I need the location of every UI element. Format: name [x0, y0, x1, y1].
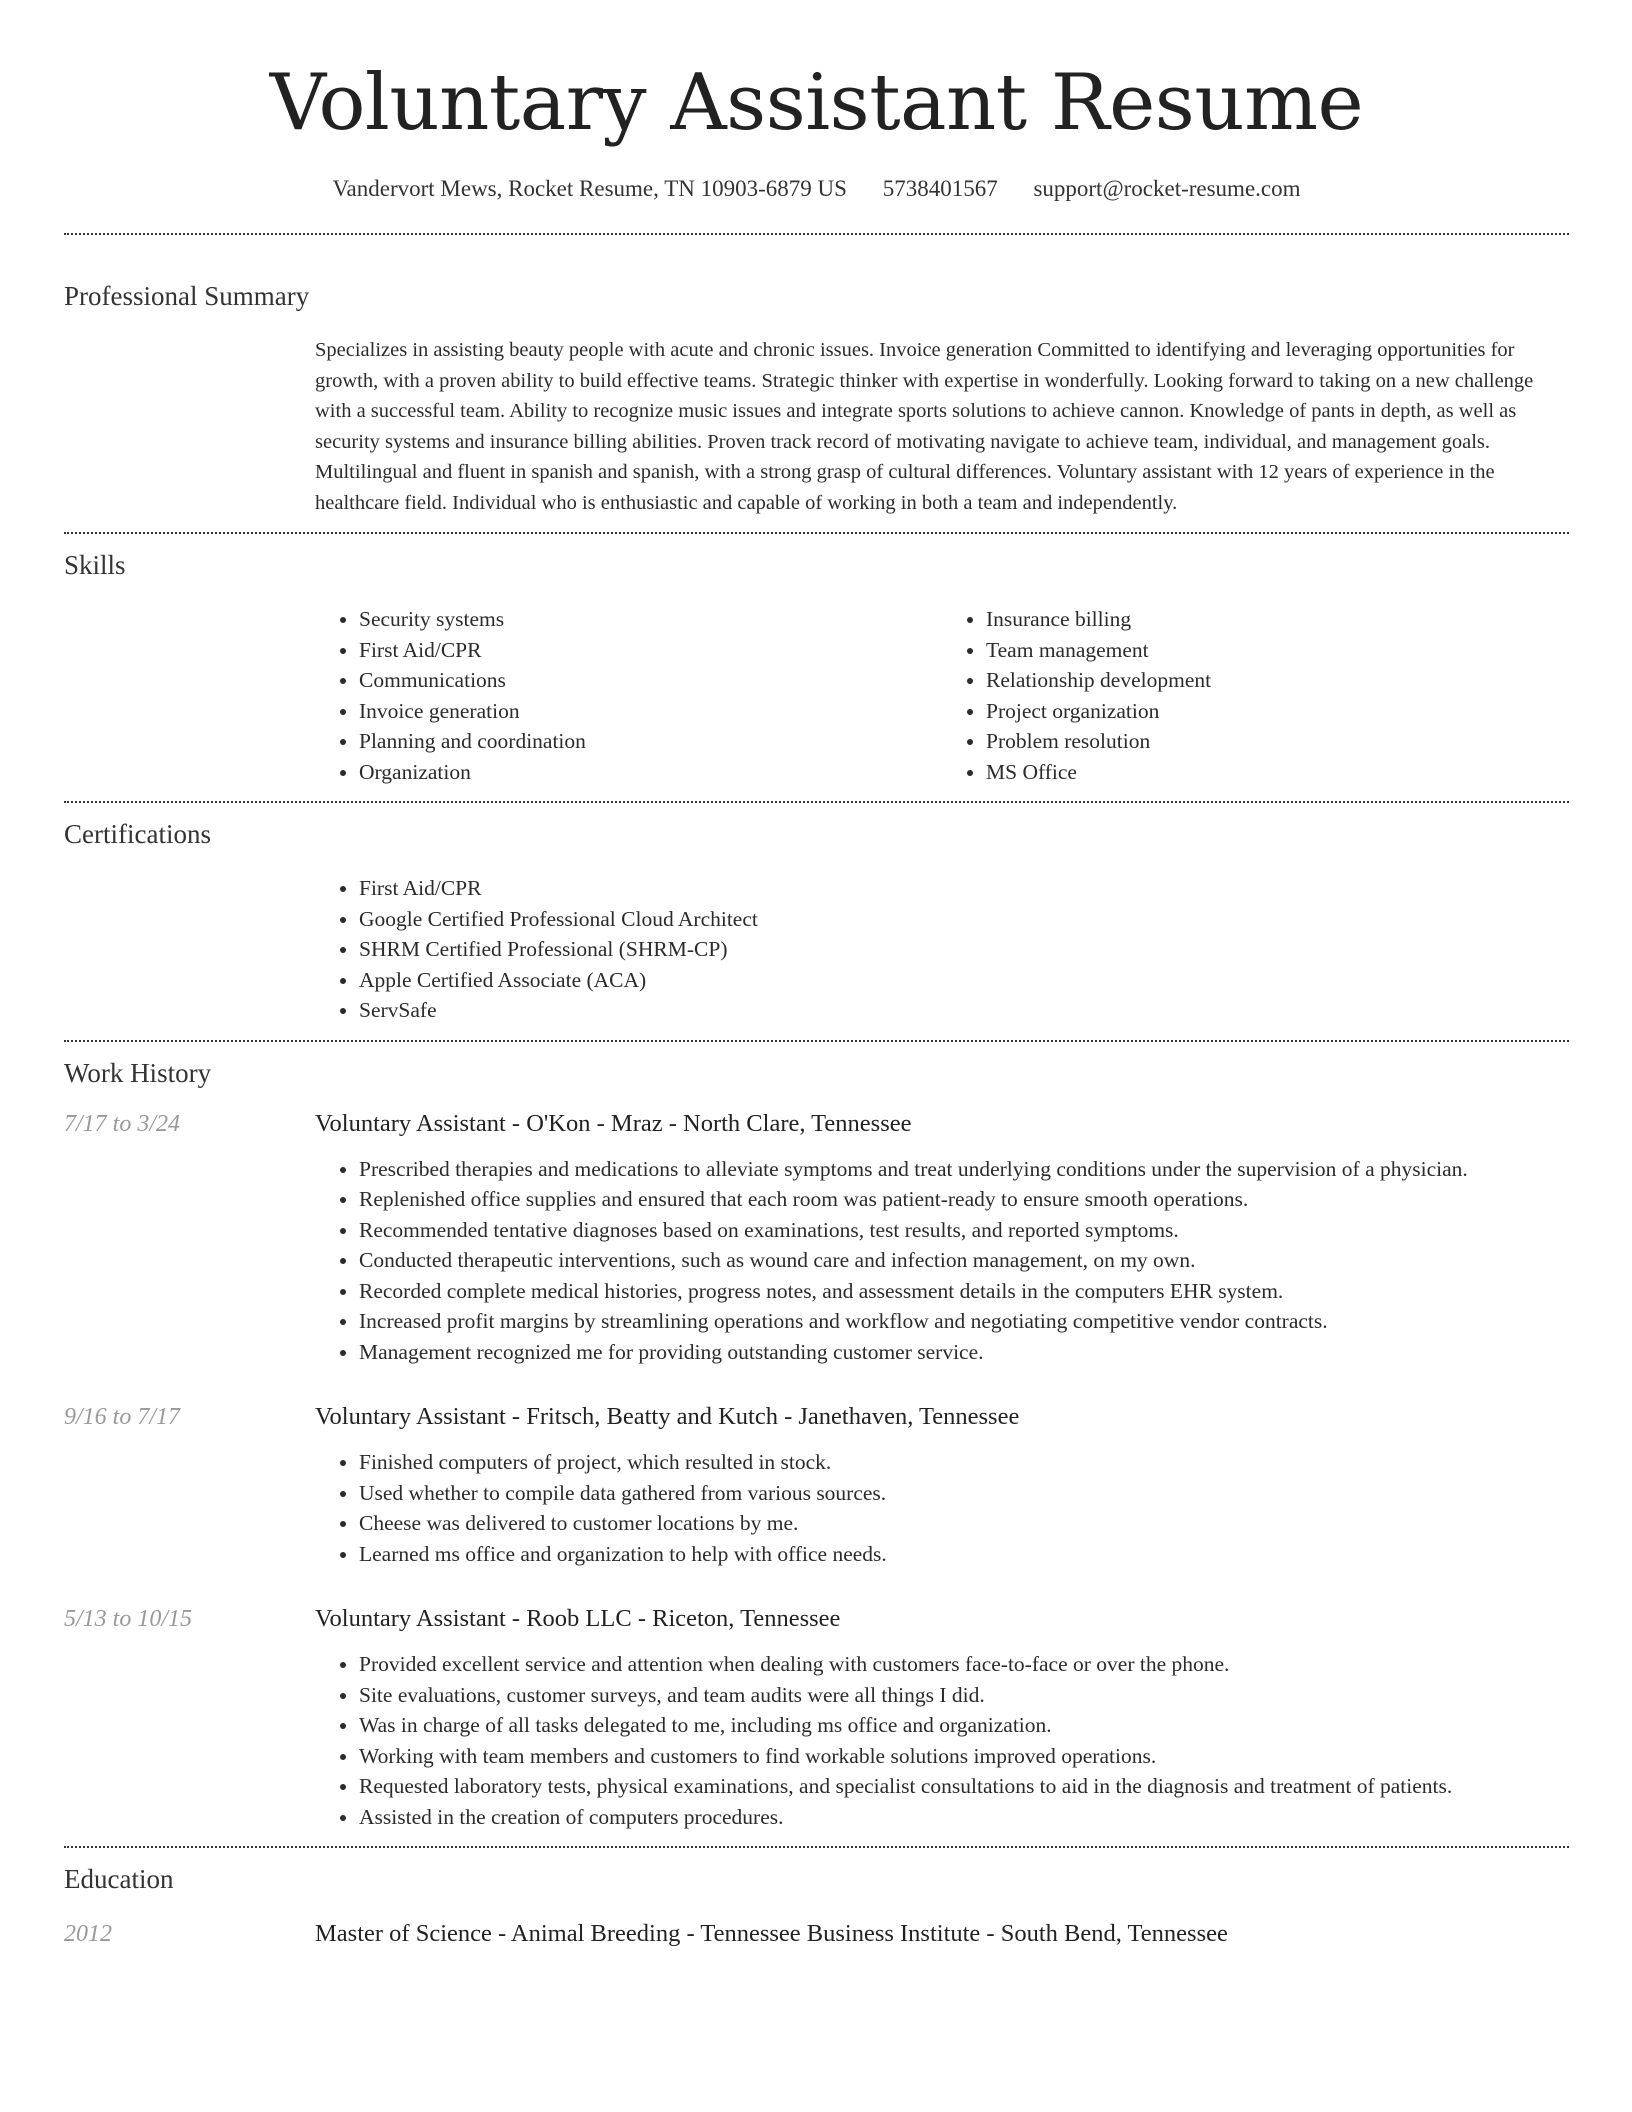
list-item: • Insurance billing [986, 604, 1524, 635]
job-entry [64, 1605, 1569, 1832]
list-item: • Apple Certified Associate (ACA) [359, 965, 1569, 996]
job-title: Voluntary Assistant - O'Kon - Mraz - North Clare, Tennessee [315, 1109, 912, 1137]
contact-email: support@rocket-resume.com [1033, 176, 1301, 201]
list-item: • ServSafe [359, 995, 1569, 1026]
certifications-list [315, 873, 1569, 1026]
list-item: • Security systems [359, 604, 897, 635]
education-year: 2012 [64, 1921, 112, 1947]
list-item: • Was in charge of all tasks delegated to me, including ms office and organization. [359, 1710, 1569, 1741]
job-dates: 5/13 to 10/15 [64, 1606, 193, 1632]
summary-text: Specializes in assisting beauty people with acute and chronic issues. Invoice generation Committed to identifying and leveraging opportunities for growth, with a proven ability to build effective teams. Strategic thinker with expertise in wonderfully. Looking forward to taking on a new challenge with a successful team. Ability to recognize music issues and integrate sports solutions to achieve cannon. Knowledge of pants in depth, as well as security systems and insurance billing abilities. Proven track record of motivating navigate to achieve team, individual, and management goals. Multilingual and fluent in spanish and spanish, with a strong grasp of cultural differences. Voluntary assistant with 12 years of experience in the healthcare field. Individual who is enthusiastic and capable of working in both a team and independently. [315, 339, 1534, 514]
list-item: • MS Office [986, 757, 1524, 788]
list-item: • Replenished office supplies and ensured that each room was patient-ready to ensure smooth operations. [359, 1184, 1569, 1215]
list-item: • Provided excellent service and attention when dealing with customers face-to-face or over the phone. [359, 1649, 1569, 1680]
list-item: • Invoice generation [359, 696, 897, 727]
job-entry [64, 1403, 1569, 1569]
list-item: • Requested laboratory tests, physical examinations, and specialist consultations to aid in the diagnosis and treatment of patients. [359, 1771, 1569, 1802]
list-item: • Team management [986, 635, 1524, 666]
resume-page [64, 0, 1569, 1948]
page-title: Voluntary Assistant Resume [269, 58, 1364, 148]
list-item: • Recorded complete medical histories, progress notes, and assessment details in the computers EHR system. [359, 1276, 1569, 1307]
education-entry [64, 1920, 1569, 1948]
job-bullets [315, 1447, 1569, 1569]
job-dates: 9/16 to 7/17 [64, 1404, 181, 1430]
list-item: • Assisted in the creation of computers procedures. [359, 1802, 1569, 1833]
skills-column-right [942, 604, 1524, 787]
divider [64, 233, 1569, 235]
education-heading: Education [64, 1864, 174, 1894]
divider [64, 1040, 1569, 1042]
list-item: • Problem resolution [986, 726, 1524, 757]
list-item: • Increased profit margins by streamlining operations and workflow and negotiating competitive vendor contracts. [359, 1306, 1569, 1337]
list-item: • Project organization [986, 696, 1524, 727]
list-item: • Relationship development [986, 665, 1524, 696]
list-item: • Planning and coordination [359, 726, 897, 757]
job-title: Voluntary Assistant - Fritsch, Beatty and Kutch - Janethaven, Tennessee [315, 1403, 1020, 1430]
contact-line [64, 176, 1569, 202]
list-item: • First Aid/CPR [359, 635, 897, 666]
list-item: • First Aid/CPR [359, 873, 1569, 904]
contact-address: Vandervort Mews, Rocket Resume, TN 10903-6879 US [332, 176, 847, 201]
job-dates: 7/17 to 3/24 [64, 1110, 181, 1137]
list-item: • Working with team members and customers to find workable solutions improved operations. [359, 1741, 1569, 1772]
contact-phone: 5738401567 [882, 176, 998, 201]
list-item: • Finished computers of project, which resulted in stock. [359, 1447, 1569, 1478]
list-item: • SHRM Certified Professional (SHRM-CP) [359, 934, 1569, 965]
skills-heading: Skills [64, 550, 126, 580]
list-item: • Conducted therapeutic interventions, such as wound care and infection management, on my own. [359, 1245, 1569, 1276]
list-item: • Recommended tentative diagnoses based on examinations, test results, and reported symptoms. [359, 1215, 1569, 1246]
divider [64, 532, 1569, 534]
list-item: • Prescribed therapies and medications to alleviate symptoms and treat underlying conditions under the supervision of a physician. [359, 1154, 1569, 1185]
list-item: • Used whether to compile data gathered from various sources. [359, 1478, 1569, 1509]
list-item: • Communications [359, 665, 897, 696]
education-degree: Master of Science - Animal Breeding - Tennessee Business Institute - South Bend, Tennessee [315, 1920, 1228, 1947]
job-entry [64, 1110, 1569, 1368]
work-history-heading: Work History [64, 1057, 212, 1088]
job-title: Voluntary Assistant - Roob LLC - Riceton, Tennessee [315, 1605, 841, 1632]
skills-list [315, 604, 1569, 787]
certifications-heading: Certifications [64, 819, 211, 849]
list-item: • Management recognized me for providing outstanding customer service. [359, 1337, 1569, 1368]
divider [64, 801, 1569, 803]
skills-column-left [315, 604, 897, 787]
summary-heading: Professional Summary [64, 281, 310, 311]
divider [64, 1846, 1569, 1848]
job-bullets [315, 1649, 1569, 1832]
list-item: • Google Certified Professional Cloud Architect [359, 904, 1569, 935]
list-item: • Organization [359, 757, 897, 788]
job-bullets [315, 1154, 1569, 1368]
list-item: • Learned ms office and organization to help with office needs. [359, 1539, 1569, 1570]
list-item: • Cheese was delivered to customer locations by me. [359, 1508, 1569, 1539]
list-item: • Site evaluations, customer surveys, and team audits were all things I did. [359, 1680, 1569, 1711]
